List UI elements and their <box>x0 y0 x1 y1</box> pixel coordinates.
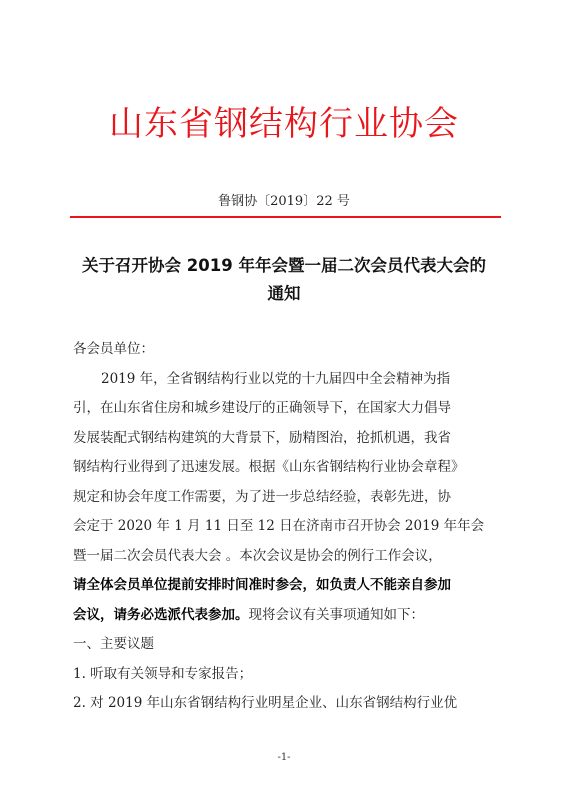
list-item-1: 1. 听取有关领导和专家报告； <box>73 665 253 682</box>
paragraph-1-line-9 <box>73 601 501 631</box>
page-number: -1- <box>277 752 291 763</box>
doc-number: 鲁钢协〔2019〕22 号 <box>218 194 350 209</box>
notice-title-line-2: 通知 <box>267 284 301 303</box>
paragraph-1-line-9-emphasis: 会议，请务必选派代表参加。 <box>73 606 249 623</box>
org-title: 山东省钢结构行业协会 <box>109 104 459 144</box>
paragraph-1-line-7: 暨一届二次会员代表大会 。本次会议是协会的例行工作会议， <box>73 547 442 564</box>
section-heading-1: 一、主要议题 <box>73 636 154 652</box>
salutation: 各会员单位： <box>73 341 154 357</box>
paragraph-1-line-6: 会定于 2020 年 1 月 11 日至 12 日在济南市召开协会 2019 年年会 <box>73 518 485 534</box>
paragraph-1-line-5: 规定和协会年度工作需要，为了进一步总结经验，表彰先进，协 <box>73 488 451 505</box>
paragraph-1-line-9-rest: 现将会议有关事项通知如下： <box>248 606 424 623</box>
paragraph-1-line-3: 发展装配式钢结构建筑的大背景下，励精图治，抢抓机遇，我省 <box>73 429 451 446</box>
paragraph-1-line-8-emphasis: 请全体会员单位提前安排时间准时参会，如负责人不能亲自参加 <box>73 577 451 593</box>
red-divider-rule <box>70 216 501 218</box>
notice-body <box>73 335 501 719</box>
paragraph-1-line-4: 钢结构行业得到了迅速发展。根据《山东省钢结构行业协会章程》 <box>73 459 465 475</box>
notice-title <box>62 252 506 308</box>
paragraph-1-line-2: 引，在山东省住房和城乡建设厅的正确领导下，在国家大力倡导 <box>73 400 451 416</box>
paragraph-1-line-1: 2019 年，全省钢结构行业以党的十九届四中全会精神为指 <box>101 370 451 387</box>
notice-title-line-1: 关于召开协会 2019 年年会暨一届二次会员代表大会的 <box>82 256 486 275</box>
list-item-2: 2. 对 2019 年山东省钢结构行业明星企业、山东省钢结构行业优 <box>73 695 458 711</box>
